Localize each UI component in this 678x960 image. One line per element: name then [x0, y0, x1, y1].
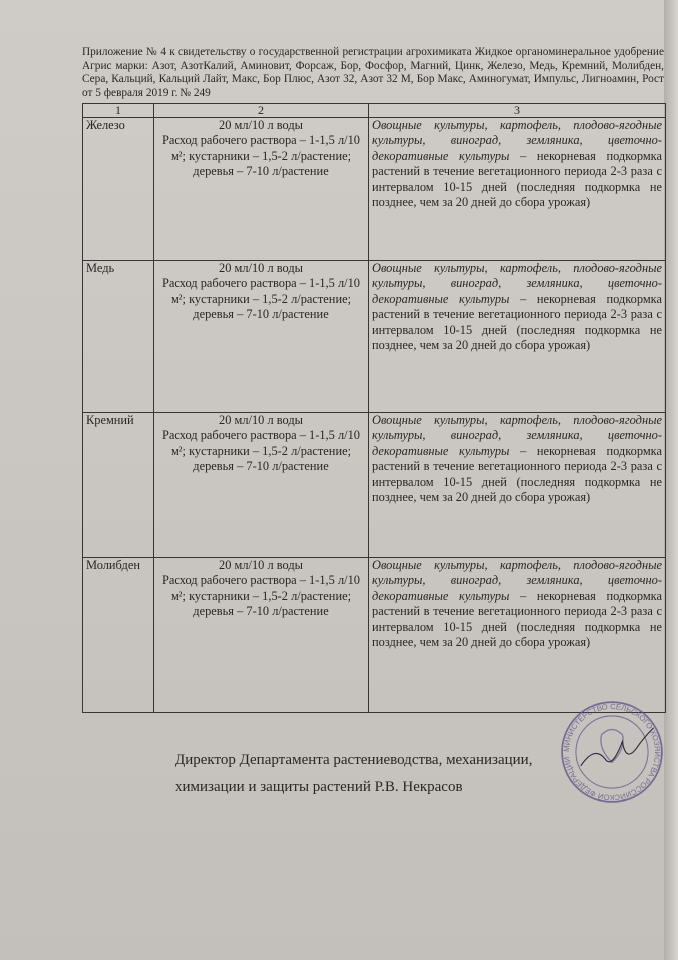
- svg-text:МИНИСТЕРСТВО СЕЛЬСКОГО ХОЗЯЙСТ: [562, 702, 662, 802]
- dose-cell: [154, 261, 369, 413]
- table-header-row: [83, 104, 666, 118]
- rate: Расход рабочего раствора – 1-1,5 л/10 м²; кустарники – 1,5-2 л/растение; деревья – 7-10 л/растение: [162, 428, 360, 474]
- element-cell: Кремний: [83, 413, 154, 558]
- dose-cell: [154, 413, 369, 558]
- rate: Расход рабочего раствора – 1-1,5 л/10 м²; кустарники – 1,5-2 л/растение; деревья – 7-10 л/растение: [162, 276, 360, 322]
- rate: Расход рабочего раствора – 1-1,5 л/10 м²; кустарники – 1,5-2 л/растение; деревья – 7-10 л/растение: [162, 133, 360, 179]
- usage: – некорневая подкормка растений в течение вегетационного периода 2-3 раза с интервалом 10-15 дней (последняя подкормка не позднее, чем за 20 дней до сбора урожая): [372, 443, 662, 505]
- dose: 20 мл/10 л воды: [219, 261, 303, 275]
- page-edge: [664, 0, 678, 960]
- usage-cell: [369, 118, 666, 261]
- usage: – некорневая подкормка растений в течение вегетационного периода 2-3 раза с интервалом 10-15 дней (последняя подкормка не позднее, чем за 20 дней до сбора урожая): [372, 588, 662, 650]
- dose: 20 мл/10 л воды: [219, 118, 303, 132]
- element-cell: Молибден: [83, 558, 154, 713]
- stamp-text: МИНИСТЕРСТВО СЕЛЬСКОГО ХОЗЯЙСТВА РОССИЙСКОЙ ФЕДЕРАЦИИ: [561, 701, 663, 802]
- crops: Овощные культуры, картофель, плодово-ягодные культуры, виноград, земляника, цветочно-декоративные культуры: [372, 118, 662, 163]
- table-row: [83, 413, 666, 558]
- official-stamp: [560, 700, 664, 804]
- crops: Овощные культуры, картофель, плодово-ягодные культуры, виноград, земляника, цветочно-декоративные культуры: [372, 261, 662, 306]
- crops: Овощные культуры, картофель, плодово-ягодные культуры, виноград, земляника, цветочно-декоративные культуры: [372, 413, 662, 458]
- column-header: 3: [369, 104, 666, 118]
- table-row: [83, 118, 666, 261]
- signature-block: [175, 747, 565, 801]
- dose-cell: [154, 118, 369, 261]
- signature-line-2: химизации и защиты растений Р.В. Некрасов: [175, 779, 463, 795]
- crops: Овощные культуры, картофель, плодово-ягодные культуры, виноград, земляника, цветочно-декоративные культуры: [372, 558, 662, 603]
- column-header: 1: [83, 104, 154, 118]
- dose-cell: [154, 558, 369, 713]
- document-body: [82, 46, 666, 801]
- element-cell: Железо: [83, 118, 154, 261]
- usage: – некорневая подкормка растений в течение вегетационного периода 2-3 раза с интервалом 10-15 дней (последняя подкормка не позднее, чем за 20 дней до сбора урожая): [372, 291, 662, 353]
- column-header: 2: [154, 104, 369, 118]
- usage-cell: [369, 413, 666, 558]
- table-row: [83, 261, 666, 413]
- table-row: [83, 558, 666, 713]
- usage: – некорневая подкормка растений в течение вегетационного периода 2-3 раза с интервалом 10-15 дней (последняя подкормка не позднее, чем за 20 дней до сбора урожая): [372, 148, 662, 210]
- rate: Расход рабочего раствора – 1-1,5 л/10 м²; кустарники – 1,5-2 л/растение; деревья – 7-10 л/растение: [162, 573, 360, 619]
- document-header: Приложение № 4 к свидетельству о государственной регистрации агрохимиката Жидкое органоминеральное удобрение Агрис марки: Азот, АзотКалий, Аминовит, Форсаж, Бор, Фосфор, Магний, Цинк, Железо, Медь, Кремний, Молибден, Сера, Кальций, Кальций Лайт, Макс, Бор Плюс, Азот 32, Азот 32 М, Бор Макс, Аминогумат, Импульс, Лигноамин, Рост от 5 февраля 2019 г. № 249: [82, 46, 664, 99]
- dose: 20 мл/10 л воды: [219, 558, 303, 572]
- signature-line-1: Директор Департамента растениеводства, механизации,: [175, 752, 533, 768]
- element-cell: Медь: [83, 261, 154, 413]
- dose: 20 мл/10 л воды: [219, 413, 303, 427]
- usage-cell: [369, 261, 666, 413]
- application-table: [82, 103, 666, 713]
- usage-cell: [369, 558, 666, 713]
